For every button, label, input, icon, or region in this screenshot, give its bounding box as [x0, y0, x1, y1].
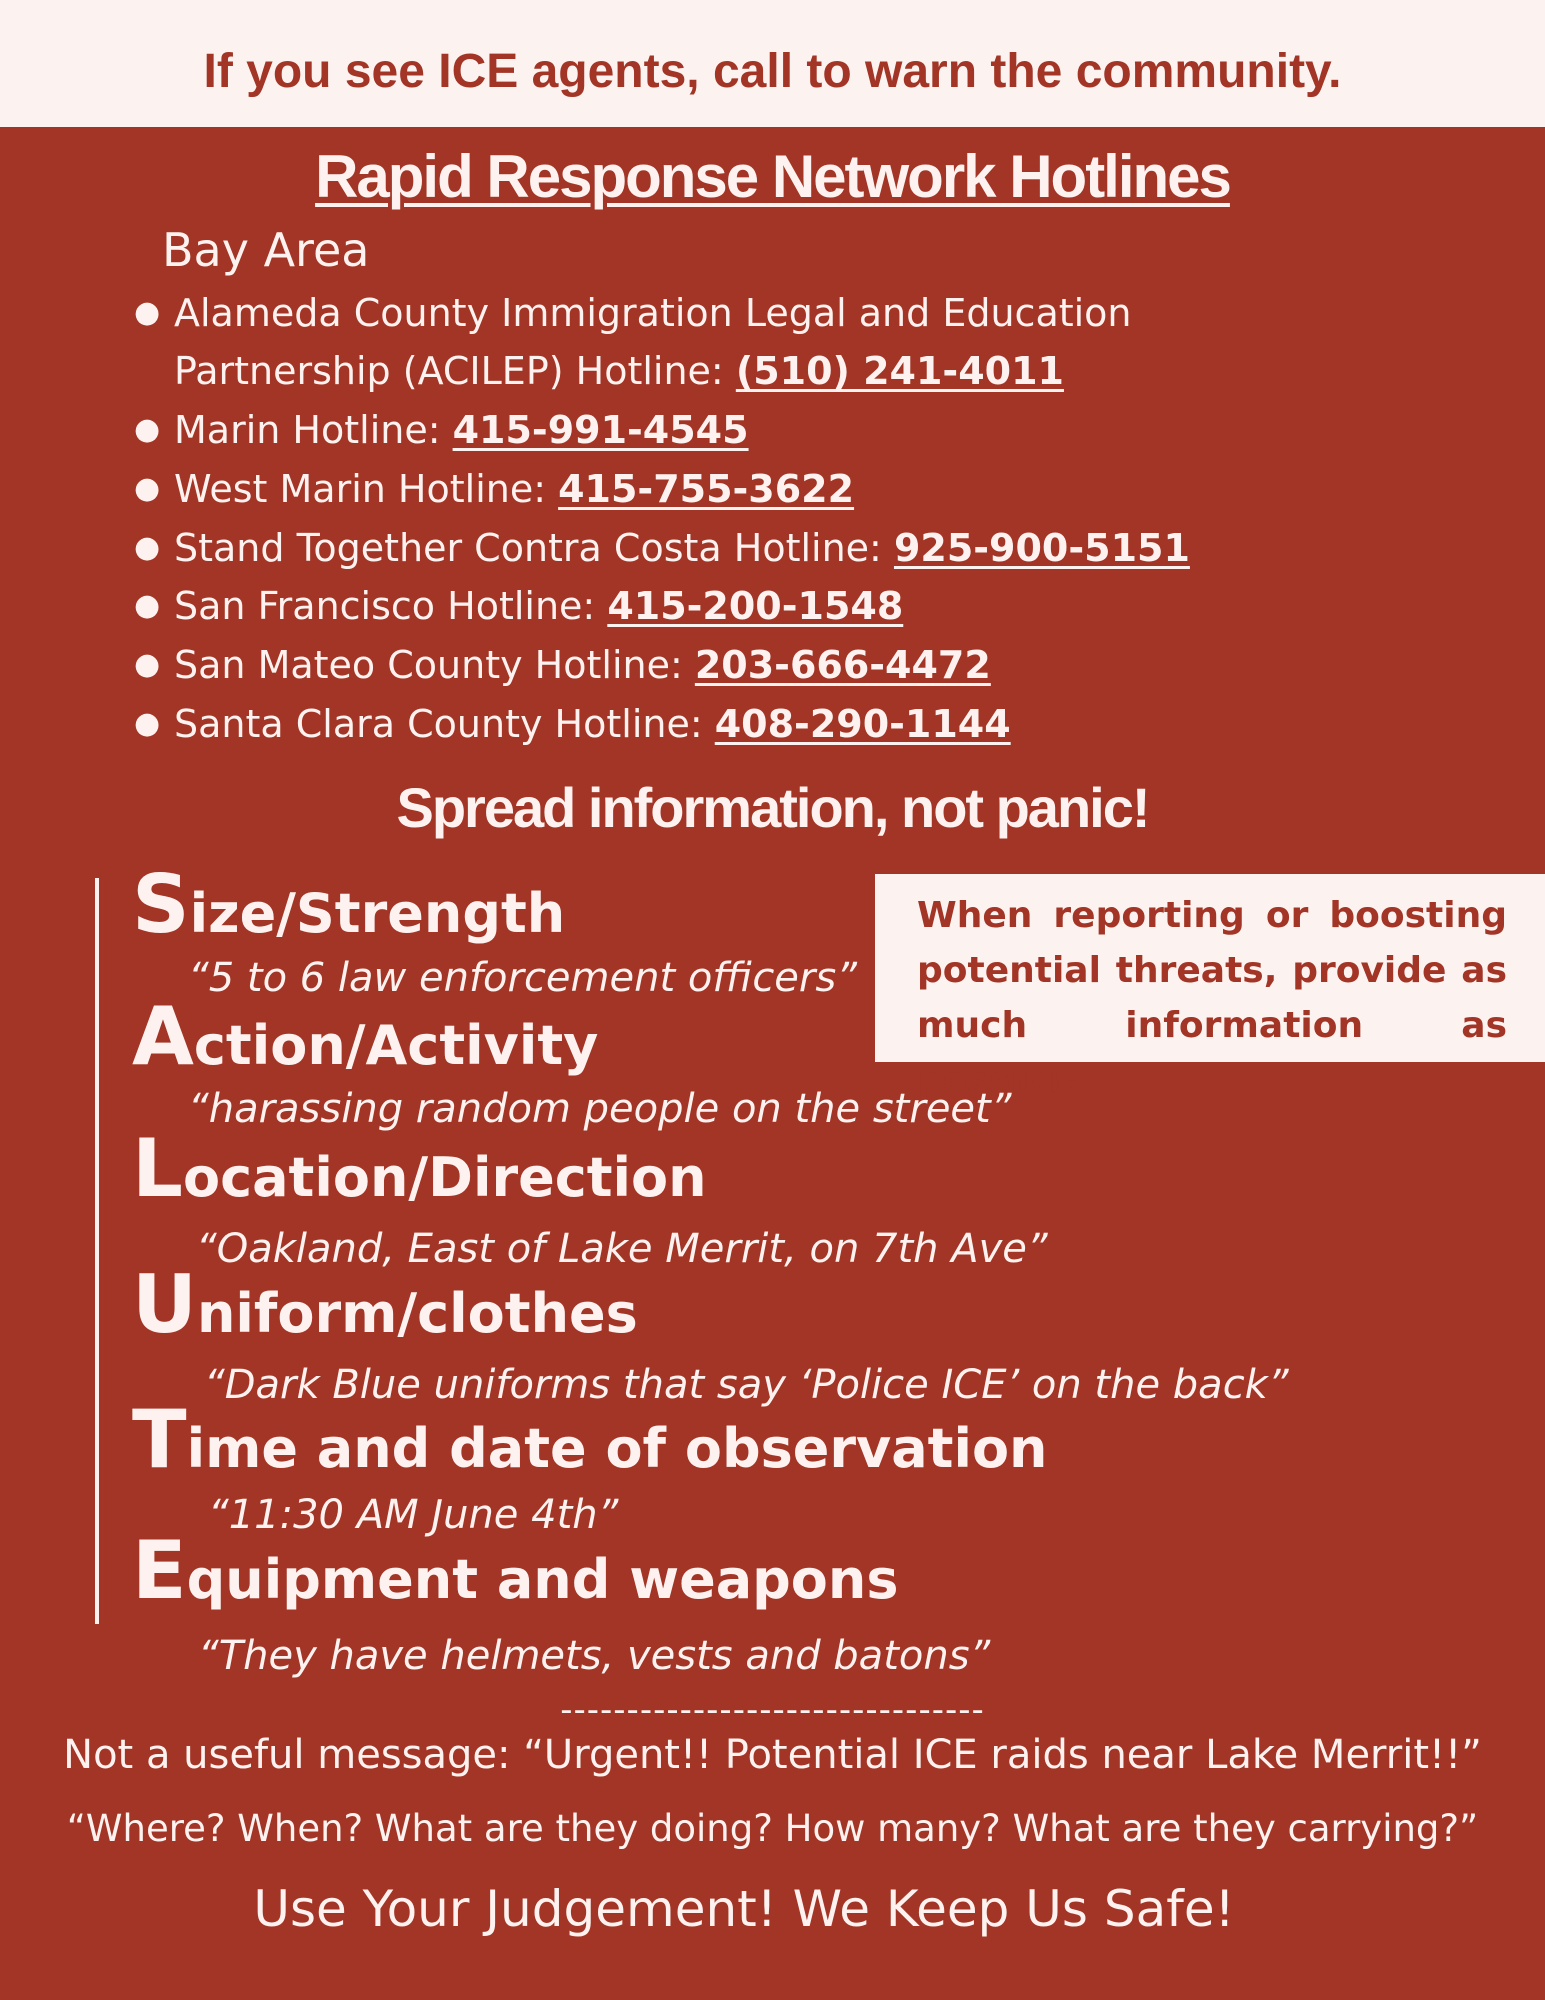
bullet-icon: ● — [134, 295, 161, 330]
hotline-label: Stand Together Contra Costa Hotline: — [174, 526, 894, 570]
salute-location-heading — [132, 1122, 707, 1215]
hotline-label: Marin Hotline: — [174, 408, 453, 452]
note-line: potential threats, provide as — [917, 950, 1507, 991]
hotline-phone-link[interactable]: 925-900-5151 — [893, 526, 1190, 570]
salute-uniform-heading — [132, 1258, 638, 1351]
questions-line: “Where? When? What are they doing? How many? What are they carrying?” — [66, 1807, 1479, 1850]
salute-letter: T — [132, 1393, 187, 1486]
hotlines-title: Rapid Response Network Hotlines — [315, 143, 1230, 210]
salute-letter: S — [132, 858, 190, 951]
hotline-label: Partnership (ACILEP) Hotline: — [174, 349, 736, 393]
bullet-icon: ● — [134, 647, 161, 682]
reporting-note — [917, 888, 1507, 1108]
note-line: When reporting or boosting — [917, 895, 1507, 936]
salute-term: ime and date of observation — [186, 1417, 1048, 1480]
hotline-phone-link[interactable]: 415-200-1548 — [607, 584, 904, 628]
bullet-icon: ● — [134, 412, 161, 447]
salute-letter: A — [132, 990, 194, 1083]
hotline-phone-link[interactable]: (510) 241-4011 — [735, 349, 1064, 393]
spread-heading: Spread information, not panic! — [396, 776, 1149, 839]
salute-letter: E — [132, 1524, 187, 1617]
salute-term: quipment and weapons — [186, 1548, 899, 1611]
salute-action-heading — [132, 990, 598, 1083]
closing-slogan: Use Your Judgement! We Keep Us Safe! — [253, 1880, 1235, 1938]
salute-example: “Oakland, East of Lake Merrit, on 7th Ave” — [196, 1226, 1048, 1272]
salute-example: “They have helmets, vests and batons” — [198, 1633, 991, 1679]
salute-term: ize/Strength — [189, 882, 566, 945]
salute-term: niform/clothes — [196, 1282, 638, 1345]
hotline-label: West Marin Hotline: — [174, 467, 559, 511]
hotline-label: San Mateo County Hotline: — [174, 643, 695, 687]
bullet-icon: ● — [134, 588, 161, 623]
salute-example: “harassing random people on the street” — [188, 1086, 1012, 1132]
hotline-phone-link[interactable]: 203-666-4472 — [694, 643, 991, 687]
salute-example: “5 to 6 law enforcement officers” — [188, 955, 857, 1001]
hotline-label: San Francisco Hotline: — [174, 584, 608, 628]
hotline-org-name: Alameda County Immigration Legal and Education — [174, 291, 1132, 335]
hotline-phone-link[interactable]: 408-290-1144 — [714, 702, 1011, 746]
bullet-icon: ● — [134, 706, 161, 741]
salute-term: ocation/Direction — [182, 1146, 707, 1209]
top-banner — [0, 0, 1545, 127]
region-label: Bay Area — [162, 223, 370, 277]
hotline-phone-link[interactable]: 415-991-4545 — [452, 408, 749, 452]
salute-letter: U — [132, 1258, 197, 1351]
note-line: much information as possible — [917, 1005, 1507, 1101]
hotline-label: Santa Clara County Hotline: — [174, 702, 715, 746]
reporting-note-box — [875, 874, 1545, 1101]
bullet-icon: ● — [134, 530, 161, 565]
warning-headline: If you see ICE agents, call to warn the community. — [203, 45, 1342, 98]
dashed-divider: -------------------------------- — [560, 1690, 985, 1730]
salute-letter: L — [132, 1122, 183, 1215]
salute-example: “Dark Blue uniforms that say ‘Police ICE’ on the back” — [204, 1362, 1289, 1408]
salute-term: ction/Activity — [193, 1014, 599, 1077]
hotline-phone-link[interactable]: 415-755-3622 — [558, 467, 855, 511]
salute-equipment-heading — [132, 1524, 899, 1617]
salute-example: “11:30 AM June 4th” — [208, 1492, 619, 1538]
salute-divider-line — [95, 878, 99, 1624]
salute-time-heading — [132, 1393, 1048, 1486]
salute-size-heading — [132, 858, 565, 951]
bullet-icon: ● — [134, 471, 161, 506]
not-useful-message: Not a useful message: “Urgent!! Potential ICE raids near Lake Merrit!!” — [63, 1732, 1482, 1778]
